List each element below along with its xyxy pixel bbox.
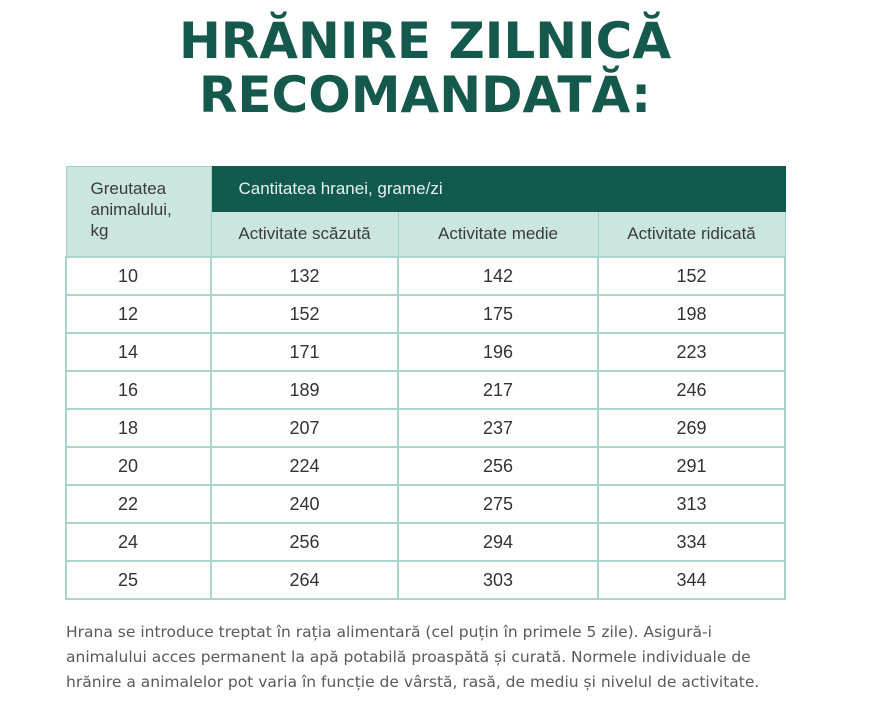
high-activity-cell: 246 xyxy=(598,371,785,409)
table-row xyxy=(66,371,785,409)
high-activity-cell: 198 xyxy=(598,295,785,333)
activity-low-header: Activitate scăzută xyxy=(211,212,398,258)
weight-cell: 10 xyxy=(66,257,211,295)
page-title xyxy=(0,14,850,122)
low-activity-cell: 152 xyxy=(211,295,398,333)
high-activity-cell: 334 xyxy=(598,523,785,561)
page-title-line2: RECOMANDATĂ: xyxy=(198,66,652,124)
feeding-note: Hrana se introduce treptat în rația alimentară (cel puțin în primele 5 zile). Asigură-i animalului acces permanent la apă potabilă proaspătă și curată. Normele individuale de hrănire a animalelor pot varia în funcție de vârstă, rasă, de mediu și nivelul de activitate. xyxy=(66,623,760,691)
weight-cell: 12 xyxy=(66,295,211,333)
medium-activity-cell: 217 xyxy=(398,371,598,409)
weight-cell: 25 xyxy=(66,561,211,599)
medium-activity-cell: 237 xyxy=(398,409,598,447)
high-activity-cell: 291 xyxy=(598,447,785,485)
medium-activity-cell: 275 xyxy=(398,485,598,523)
table-row xyxy=(66,257,785,295)
quantity-group-header: Cantitatea hranei, grame/zi xyxy=(211,167,785,212)
table-row xyxy=(66,447,785,485)
weight-cell: 16 xyxy=(66,371,211,409)
low-activity-cell: 189 xyxy=(211,371,398,409)
high-activity-cell: 152 xyxy=(598,257,785,295)
high-activity-cell: 223 xyxy=(598,333,785,371)
high-activity-cell: 313 xyxy=(598,485,785,523)
low-activity-cell: 207 xyxy=(211,409,398,447)
high-activity-cell: 344 xyxy=(598,561,785,599)
weight-cell: 20 xyxy=(66,447,211,485)
weight-cell: 24 xyxy=(66,523,211,561)
table-row xyxy=(66,333,785,371)
medium-activity-cell: 294 xyxy=(398,523,598,561)
feeding-table xyxy=(65,166,786,600)
medium-activity-cell: 256 xyxy=(398,447,598,485)
weight-column-header xyxy=(66,167,211,258)
table-row xyxy=(66,485,785,523)
weight-header-line: animalului, xyxy=(90,200,172,219)
weight-cell: 22 xyxy=(66,485,211,523)
table-row xyxy=(66,561,785,599)
high-activity-cell: 269 xyxy=(598,409,785,447)
table-row xyxy=(66,295,785,333)
activity-medium-header: Activitate medie xyxy=(398,212,598,258)
low-activity-cell: 132 xyxy=(211,257,398,295)
low-activity-cell: 256 xyxy=(211,523,398,561)
weight-header-line: kg xyxy=(90,221,109,240)
medium-activity-cell: 303 xyxy=(398,561,598,599)
weight-cell: 18 xyxy=(66,409,211,447)
table-row xyxy=(66,409,785,447)
low-activity-cell: 171 xyxy=(211,333,398,371)
low-activity-cell: 264 xyxy=(211,561,398,599)
low-activity-cell: 224 xyxy=(211,447,398,485)
medium-activity-cell: 196 xyxy=(398,333,598,371)
weight-cell: 14 xyxy=(66,333,211,371)
weight-header-line: Greutatea xyxy=(90,179,167,198)
low-activity-cell: 240 xyxy=(211,485,398,523)
activity-high-header: Activitate ridicată xyxy=(598,212,785,258)
medium-activity-cell: 142 xyxy=(398,257,598,295)
medium-activity-cell: 175 xyxy=(398,295,598,333)
table-row xyxy=(66,523,785,561)
page-title-line1: HRĂNIRE ZILNICĂ xyxy=(178,12,672,70)
